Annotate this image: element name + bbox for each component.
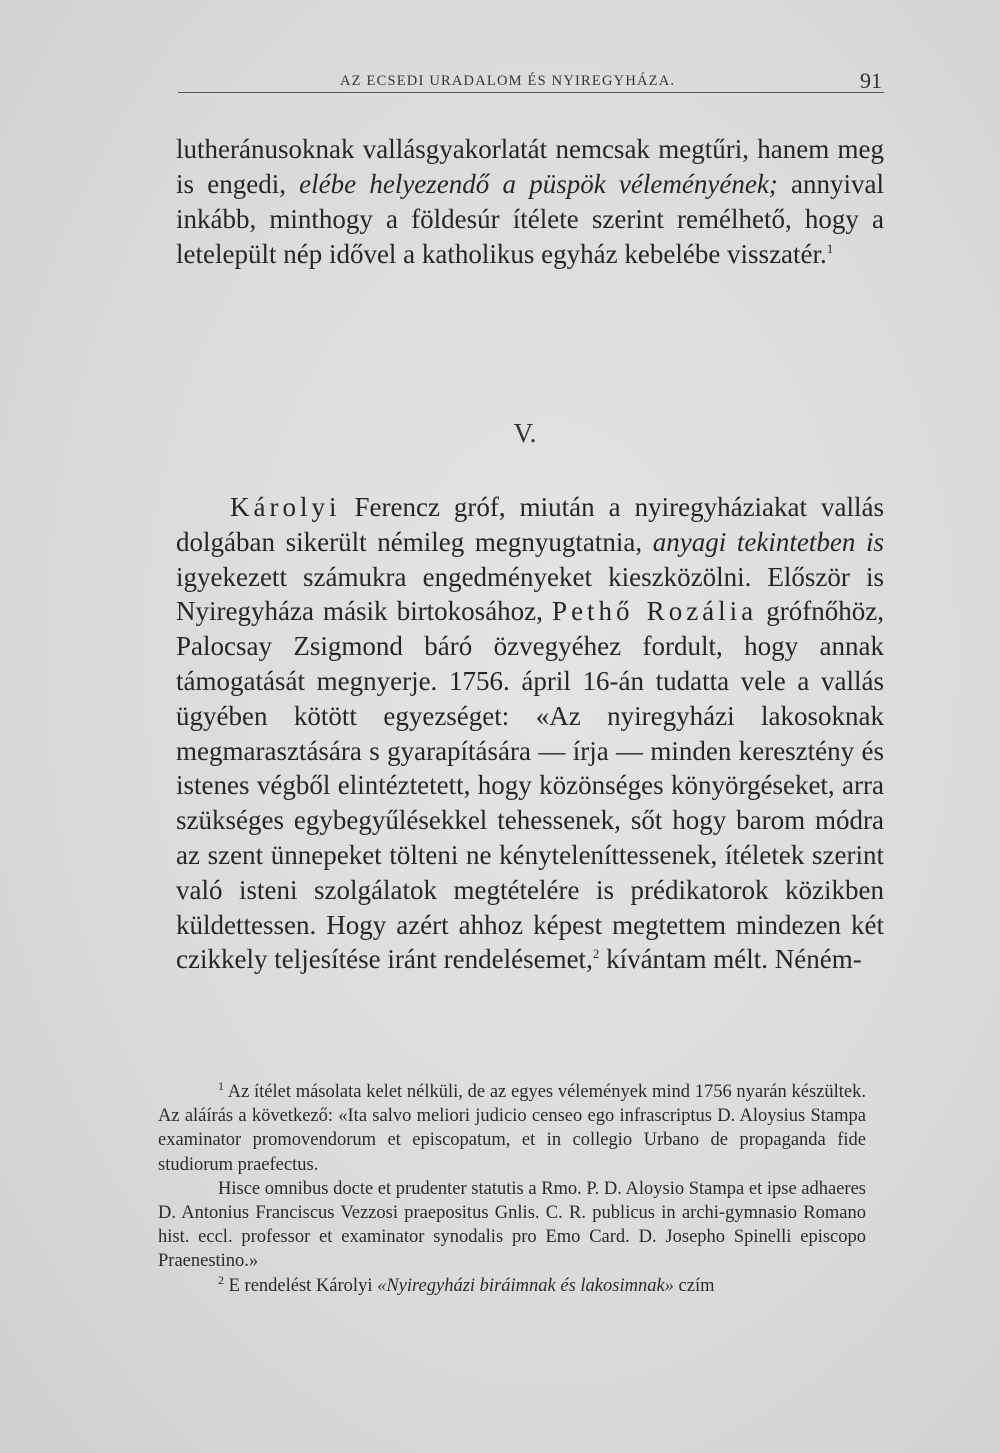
text-run: lutheránusoknak vallásgyakorlatát nemcsak megtűri, hanem meg is engedi, bbox=[176, 134, 884, 199]
footnote-text: czím bbox=[673, 1275, 715, 1296]
footnote-2 bbox=[158, 1274, 866, 1298]
paragraph-text bbox=[176, 132, 884, 272]
page-number: 91 bbox=[860, 68, 882, 93]
footnote-mark: 1 bbox=[218, 1078, 224, 1093]
text-run: kívántam mélt. Néném- bbox=[599, 944, 862, 975]
text-run: annyival inkább, minthogy a földesúr ítélete szerint remélhető, hogy a letelepült nép idővel a katholikus egyház kebelébe visszatér. bbox=[176, 169, 884, 269]
text-run: Ferencz gróf, miután a nyiregyháziakat vallás dolgában sikerült némileg megnyugtatnia, bbox=[176, 492, 884, 557]
footnote-text: E rendelést Károlyi bbox=[224, 1275, 378, 1296]
spaced-name: Károlyi bbox=[230, 492, 341, 522]
top-paragraph bbox=[176, 132, 884, 272]
footnote-italic: «Nyiregyházi biráimnak és lakosimnak» bbox=[377, 1275, 674, 1296]
header-rule bbox=[178, 92, 884, 93]
page-header bbox=[178, 66, 884, 96]
main-paragraph bbox=[176, 490, 884, 977]
spaced-name: Pethő Rozália bbox=[552, 596, 758, 627]
section-heading: V. bbox=[513, 418, 537, 448]
footnote-1 bbox=[158, 1080, 866, 1177]
italic-emphasis: elébe helyezendő a püspök véleményének; bbox=[299, 169, 778, 199]
footnotes bbox=[158, 1080, 866, 1298]
text-run: igyekezett számukra engedményeket kieszközölni. Először is Nyiregyháza másik birtokosához, bbox=[176, 561, 884, 627]
footnote-mark: 2 bbox=[218, 1272, 224, 1287]
italic-emphasis: anyagi tekintetben is bbox=[652, 526, 885, 557]
footnote-ref: 2 bbox=[592, 946, 600, 962]
paragraph-text bbox=[176, 490, 884, 977]
footnote-text: Az ítélet másolata kelet nélküli, de az egyes vélemények mind 1756 nyarán készültek. Az aláírás a következő: «Ita salvo meliori judicio censeo ego infrascriptus D. Aloysius Stampa examinator promovendorum et episcopatum, et in collegio Urbano de propaganda fide studiorum praefectus. bbox=[158, 1082, 866, 1175]
footnote-ref: 1 bbox=[826, 241, 834, 256]
text-run: grófnőhöz, Palocsay Zsigmond báró özvegyéhez fordult, hogy annak támogatását megnyerje. 1756. ápril 16-án tudatta vele a vallás ügyében kötött egyezséget: «Az nyiregyházi lakosoknak megmarasztására s gyarapítására — írja — minden keresztény és istenes végből elintéztetett, hogy közönséges könyörgéseket, arra szükséges egybegyűlésekkel tehessenek, sőt hogy barom módra az szent ünnepeket tölteni ne kényteleníttessenek, ítéletek szerint való isteni szolgálatok megtételére is prédikatorok közikben küldettessen. Hogy azért ahhoz képest megtettem mindezen két czikkely teljesítése iránt rendelésemet, bbox=[176, 596, 885, 975]
footnote-1-continuation: Hisce omnibus docte et prudenter statutis a Rmo. P. D. Aloysio Stampa et ipse adhaeres D. Antonius Franciscus Vezzosi praepositus Gnlis. C. R. publicus in archi-gymnasio Romano hist. eccl. professor et examinator synodalis pro Emo Card. D. Josepho Spinelli episcopo Praenestino.» bbox=[158, 1178, 866, 1272]
running-title: AZ ECSEDI URADALOM ÉS NYIREGYHÁZA. bbox=[340, 73, 676, 89]
